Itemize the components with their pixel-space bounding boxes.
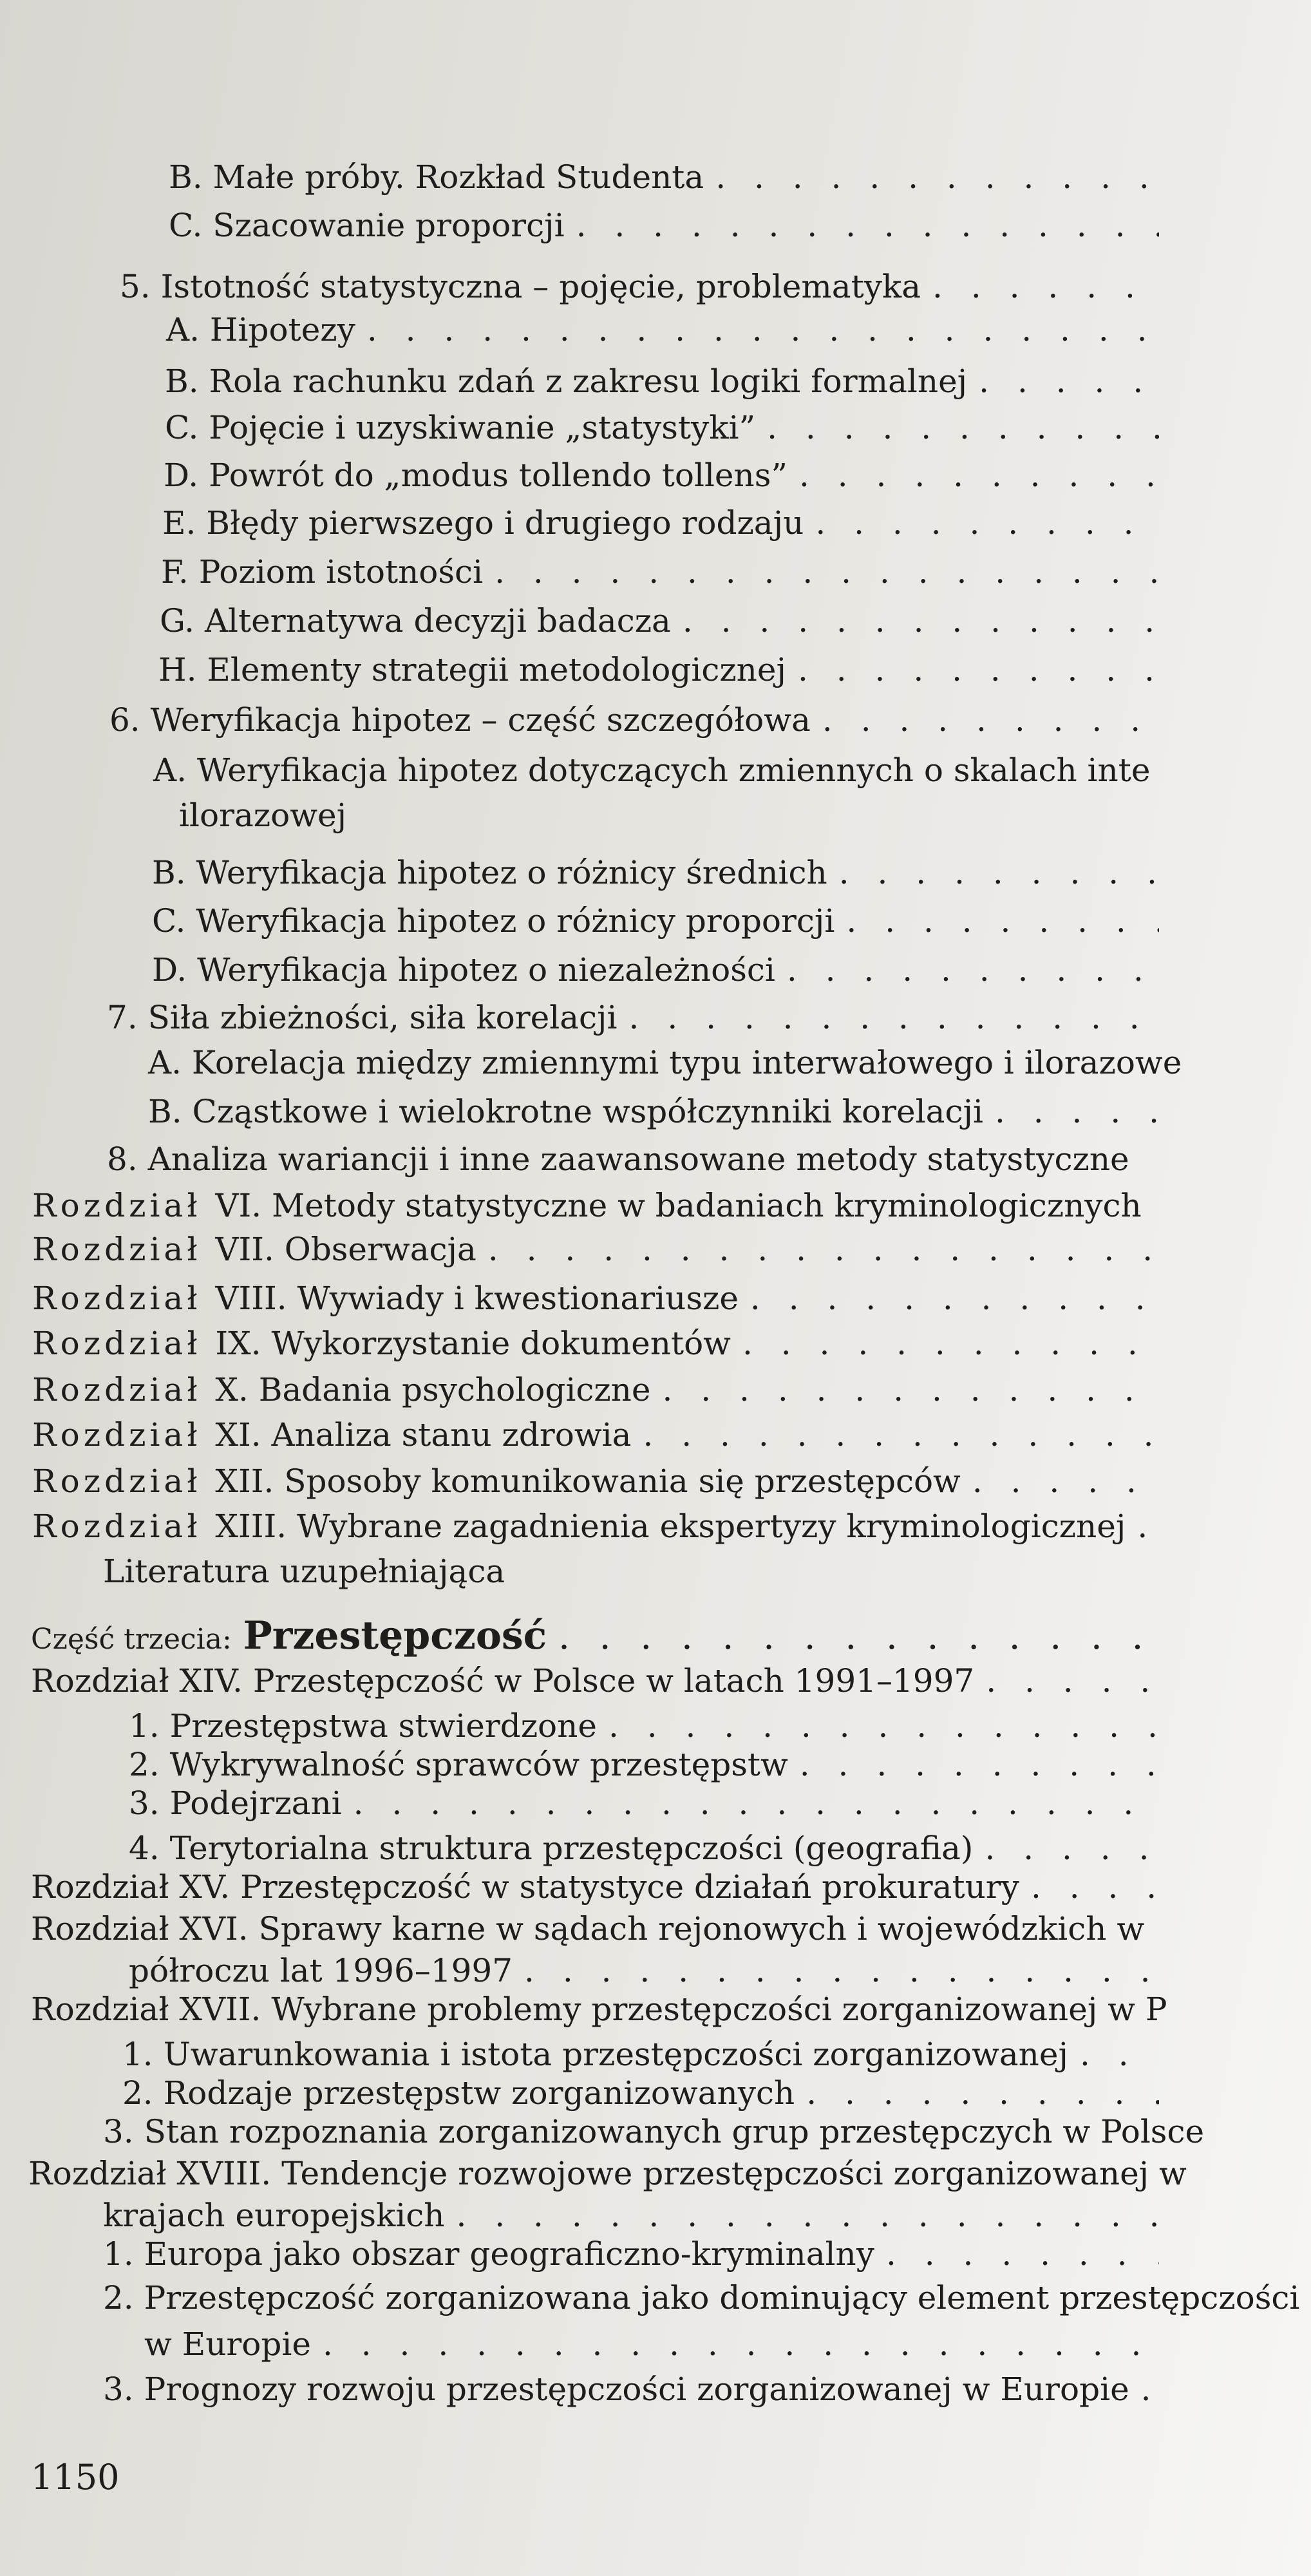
toc-entry-text: w Europie <box>144 2325 311 2363</box>
chapter-prefix: Rozdział <box>32 1280 216 1317</box>
toc-entry <box>31 1985 1167 2033</box>
toc-entry-text: 2. Przestępczość zorganizowana jako dominujący element przestępczości <box>103 2279 1300 2316</box>
toc-entry-text: 5. Istotność statystyczna – pojęcie, problematyka <box>120 268 921 305</box>
toc-entry-text: VI. Metody statystyczne w badaniach kryminologicznych <box>215 1187 1142 1224</box>
toc-entry <box>160 597 1159 645</box>
toc-entry-text: Rozdział XVII. Wybrane problemy przestępczości zorganizowanej w P <box>31 1991 1167 2028</box>
toc-entry <box>103 2108 1205 2155</box>
toc-entry <box>148 1039 1182 1086</box>
part-label: Część trzecia: <box>31 1623 232 1656</box>
toc-entry-text: 8. Analiza wariancji i inne zaawansowane metody statystyczne <box>107 1141 1129 1178</box>
toc-entry-text: VIII. Wywiady i kwestionariusze <box>215 1280 739 1317</box>
toc-entry <box>31 1863 1159 1911</box>
toc-entry <box>107 1135 1159 1183</box>
toc-entry-text: 2. Wykrywalność sprawców przestępstw <box>129 1746 788 1783</box>
toc-entry-text: D. Powrót do „modus tollendo tollens” <box>164 457 788 494</box>
toc-entry <box>107 994 1159 1041</box>
toc-entry-text: F. Poziom istotności <box>161 553 484 591</box>
toc-entry-text: H. Elementy strategii metodologicznej <box>158 651 786 688</box>
toc-entry <box>32 1226 1159 1273</box>
toc-entry-text: A. Hipotezy <box>166 311 355 348</box>
toc-entry-text: Rozdział XVIII. Tendencje rozwojowe przestępczości zorganizowanej w <box>28 2155 1187 2192</box>
toc-entry-text: XI. Analiza stanu zdrowia <box>215 1416 632 1454</box>
chapter-prefix: Rozdział <box>32 1463 216 1500</box>
chapter-prefix: Rozdział <box>32 1508 216 1545</box>
toc-entry-text: XIII. Wybrane zagadnienia ekspertyzy kryminologicznej <box>215 1508 1126 1545</box>
part-heading <box>31 1612 1159 1660</box>
toc-entry-text: 3. Podejrzani <box>129 1785 342 1822</box>
toc-entry <box>129 1779 1159 1827</box>
toc-entry <box>161 548 1159 596</box>
toc-entry <box>32 1182 1159 1229</box>
toc-entry <box>144 2320 1159 2368</box>
toc-entry-text: G. Alternatywa decyzji badacza <box>160 602 671 639</box>
toc-entry-text: D. Weryfikacja hipotez o niezależności <box>152 951 775 989</box>
toc-entry <box>164 451 1159 499</box>
toc-entry <box>165 357 1159 405</box>
toc-entry <box>32 1274 1159 1322</box>
toc-entry-text: 4. Terytorialna struktura przestępczości (geografia) <box>129 1830 974 1867</box>
chapter-prefix: Rozdział <box>32 1187 216 1224</box>
toc-entry-text: ilorazowej <box>179 797 347 834</box>
toc-entry-text: krajach europejskich <box>103 2197 445 2234</box>
toc-entry-text: A. Weryfikacja hipotez dotyczących zmiennych o skalach inte <box>153 752 1151 789</box>
toc-entry-text: 3. Prognozy rozwoju przestępczości zorganizowanej w Europie <box>103 2371 1129 2408</box>
toc-entry-text: Literatura uzupełniająca <box>103 1553 505 1590</box>
toc-entry <box>32 1411 1159 1459</box>
toc-entry <box>152 897 1159 945</box>
page-number: 1150 <box>31 2457 120 2497</box>
toc-entry <box>169 153 1159 201</box>
toc-entry-text: 1. Europa jako obszar geograficzno-kryminalny <box>103 2235 874 2273</box>
toc-entry-text: X. Badania psychologiczne <box>215 1371 651 1408</box>
toc-entry <box>103 2274 1300 2322</box>
toc-entry-text: C. Szacowanie proporcji <box>169 207 565 244</box>
toc-entry <box>179 791 1159 839</box>
toc-entry-text: Rozdział XIV. Przestępczość w Polsce w latach 1991–1997 <box>31 1662 975 1700</box>
toc-entry-text: Rozdział XV. Przestępczość w statystyce działań prokuratury <box>31 1868 1019 1906</box>
toc-entry-text: 3. Stan rozpoznania zorganizowanych grup przestępczych w Polsce <box>103 2113 1205 2150</box>
toc-entry-text: XII. Sposoby komunikowania się przestępców <box>215 1463 961 1500</box>
toc-entry <box>31 1905 1159 1953</box>
toc-entry <box>153 746 1159 794</box>
toc-entry <box>120 263 1159 310</box>
toc-entry <box>32 1320 1159 1367</box>
part-title: Przestępczość <box>243 1613 547 1658</box>
toc-entry-text: 7. Siła zbieżności, siła korelacji <box>107 999 618 1036</box>
toc-entry-text: 1. Przestępstwa stwierdzone <box>129 1707 597 1745</box>
toc-entry-text: Rozdział XVI. Sprawy karne w sądach rejonowych i wojewódzkich w <box>31 1910 1145 1947</box>
chapter-prefix: Rozdział <box>32 1325 216 1362</box>
toc-entry <box>109 696 1159 744</box>
toc-entry <box>31 1657 1159 1705</box>
toc-entry <box>169 202 1159 249</box>
chapter-prefix: Rozdział <box>32 1371 216 1408</box>
toc-entry-text: C. Weryfikacja hipotez o różnicy proporcji <box>152 902 835 940</box>
toc-entry <box>28 2150 1187 2197</box>
toc-entry-text: 1. Uwarunkowania i istota przestępczości zorganizowanej <box>122 2036 1068 2073</box>
toc-entry-text: VII. Obserwacja <box>215 1231 476 1268</box>
toc-entry-text: A. Korelacja między zmiennymi typu interwałowego i ilorazowe <box>148 1044 1182 1081</box>
toc-entry-text: półroczu lat 1996–1997 <box>129 1952 513 1989</box>
toc-entry <box>32 1366 1159 1414</box>
toc-entry-text: B. Cząstkowe i wielokrotne współczynniki korelacji <box>148 1093 983 1130</box>
toc-entry <box>165 404 1159 451</box>
toc-entry <box>103 1548 1159 1595</box>
toc-entry <box>152 849 1159 896</box>
toc-entry-text: 6. Weryfikacja hipotez – część szczegółowa <box>109 701 811 739</box>
toc-entry-text: IX. Wykorzystanie dokumentów <box>215 1325 731 1362</box>
toc-entry-text: C. Pojęcie i uzyskiwanie „statystyki” <box>165 409 756 446</box>
toc-entry <box>32 1457 1159 1505</box>
toc-entry <box>162 499 1159 547</box>
toc-entry <box>103 2230 1159 2278</box>
toc-entry-text: 2. Rodzaje przestępstw zorganizowanych <box>122 2074 795 2112</box>
toc-entry <box>152 946 1159 994</box>
toc-entry <box>158 646 1159 694</box>
toc-entry <box>166 306 1159 354</box>
toc-entry-text: B. Małe próby. Rozkład Studenta <box>169 158 704 196</box>
toc-entry-text: E. Błędy pierwszego i drugiego rodzaju <box>162 504 804 542</box>
chapter-prefix: Rozdział <box>32 1231 216 1268</box>
toc-entry <box>148 1088 1159 1135</box>
toc-entry <box>103 2365 1159 2413</box>
toc-entry-text: B. Weryfikacja hipotez o różnicy średnich <box>152 854 827 891</box>
toc-entry-text: B. Rola rachunku zdań z zakresu logiki formalnej <box>165 363 968 400</box>
toc-entry <box>32 1502 1159 1550</box>
chapter-prefix: Rozdział <box>32 1416 216 1454</box>
